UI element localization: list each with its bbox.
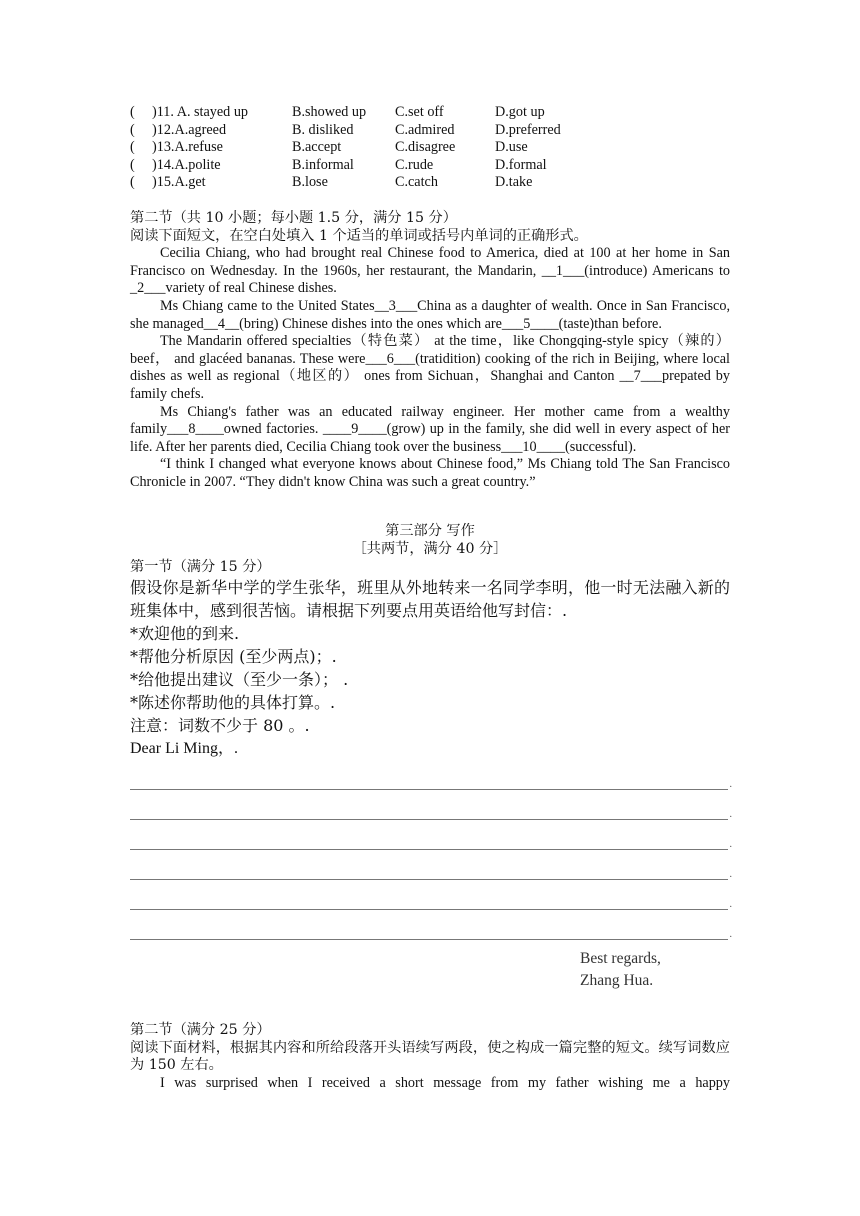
- option-a: )14.A.polite: [152, 156, 221, 173]
- option-d: D.got up: [495, 104, 545, 120]
- answer-line[interactable]: .: [130, 820, 728, 850]
- passage-paragraph: Cecilia Chiang, who had brought real Chinese food to America, died at 100 at her home in San Francisco on Wednesday. In the 1960s, her restaurant, the Mandarin, __1___(introduce) Americans to _2___variety of real Chinese dishes.: [130, 245, 730, 297]
- prompt-point: *给他提出建议（至少一条）； .: [130, 670, 349, 690]
- option-d: D.use: [495, 139, 528, 156]
- option-a: )12.A.agreed: [152, 121, 227, 138]
- option-row: ( )14.A.polite B.informal C.rude D.formal: [130, 156, 547, 173]
- option-b: B.accept: [292, 139, 342, 156]
- section-heading: 第二节（共 10 小题；每小题 1.5 分，满分 15 分）: [130, 209, 457, 226]
- option-row: ( )13.A.refuse B.accept C.disagree D.use: [130, 139, 528, 156]
- section-heading: 第二节（满分 25 分）: [130, 1022, 271, 1039]
- passage-paragraph: Ms Chiang's father was an educated railway engineer. Her mother came from a wealthy family___8____owned factories. ____9____(grow) up in the family, she did well in every aspect of her life. After her parents died, Cecilia Chiang took over the business___10____(successful).: [130, 403, 730, 455]
- option-b: B.showed up: [292, 104, 367, 120]
- prompt-point: *帮他分析原因 (至少两点)；.: [130, 647, 337, 667]
- passage-paragraph: “I think I changed what everyone knows about Chinese food,” Ms Chiang told The San Francisco Chronicle in 2007. “They didn't know China was such a great country.”: [130, 456, 730, 490]
- option-a: )11. A. stayed up: [152, 104, 249, 120]
- option-b: B.informal: [292, 156, 354, 173]
- writing-area[interactable]: [130, 760, 730, 940]
- section-instruction: 阅读下面短文，在空白处填入 1 个适当的单词或括号内单词的正确形式。: [130, 227, 588, 244]
- answer-line[interactable]: .: [130, 880, 728, 910]
- prompt-point: *陈述你帮助他的具体打算。.: [130, 693, 336, 713]
- option-a: )13.A.refuse: [152, 139, 223, 156]
- prompt-note: 注意：词数不少于 80 。.: [130, 716, 310, 736]
- part-subtitle: ［共两节，满分 40 分］: [352, 541, 508, 558]
- writing-prompt: [130, 576, 730, 760]
- option-c: C.admired: [395, 121, 455, 138]
- option-c: C.set off: [395, 104, 444, 120]
- passage-paragraph: The Mandarin offered specialties（特色菜） at the time，like Chongqing-style spicy（辣的） beef， and glacéed bananas. These were___6___(tratidition) cooking of the rich in Beijing, where local dishes as well as regional（地区的） ones from Sichuan，Shanghai and Canton __7___prepated by family chefs.: [130, 333, 730, 402]
- option-d: D.take: [495, 174, 533, 191]
- letter-signature: Zhang Hua.: [580, 972, 654, 990]
- letter-salutation: Dear Li Ming，.: [130, 740, 238, 758]
- option-row: ( )11. A. stayed up B.showed up C.set off D.got up: [130, 104, 545, 120]
- section-heading: 第一节（满分 15 分）: [130, 558, 271, 575]
- option-c: C.disagree: [395, 139, 456, 156]
- answer-line[interactable]: .: [130, 760, 728, 790]
- story-opening: I was surprised when I received a short message from my father wishing me a happy: [160, 1075, 730, 1092]
- option-d: D.formal: [495, 156, 547, 173]
- letter-closing: Best regards,: [580, 950, 661, 968]
- option-c: C.catch: [395, 174, 438, 191]
- section-instruction: 阅读下面材料，根据其内容和所给段落开头语续写两段，使之构成一篇完整的短文。续写词数应为 150 左右。: [130, 1039, 730, 1074]
- answer-line[interactable]: .: [130, 910, 728, 940]
- answer-line[interactable]: .: [130, 850, 728, 880]
- prompt-text: 假设你是新华中学的学生张华，班里从外地转来一名同学李明，他一时无法融入新的班集体中，感到很苦恼。请根据下列要点用英语给他写封信：.: [130, 578, 730, 621]
- option-row: ( )12.A.agreed B. disliked C.admired D.preferred: [130, 121, 561, 138]
- option-row: ( )15.A.get B.lose C.catch D.take: [130, 174, 533, 191]
- option-d: D.preferred: [495, 121, 561, 138]
- option-b: B. disliked: [292, 121, 354, 138]
- part-title: 第三部分 写作: [385, 523, 475, 540]
- options-block: [130, 104, 730, 192]
- option-a: )15.A.get: [152, 174, 206, 191]
- exam-page: [130, 104, 730, 1093]
- option-b: B.lose: [292, 174, 328, 191]
- option-c: C.rude: [395, 156, 434, 173]
- passage-paragraph: Ms Chiang came to the United States__3___China as a daughter of wealth. Once in San Francisco, she managed__4__(bring) Chinese dishes into the ones which are___5____(taste)than before.: [130, 297, 730, 332]
- answer-line[interactable]: .: [130, 790, 728, 820]
- prompt-point: *欢迎他的到来.: [130, 624, 240, 644]
